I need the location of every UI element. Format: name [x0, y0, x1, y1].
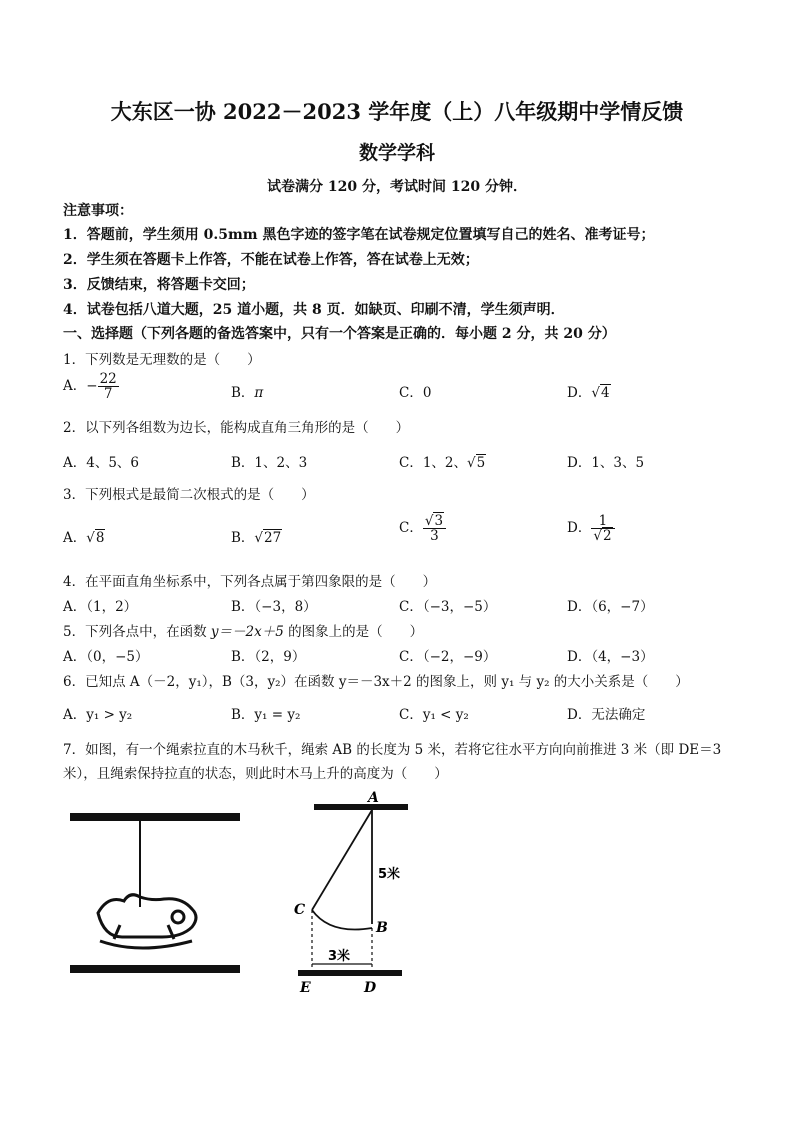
- q5-option-c: C．（−2，−9）: [399, 649, 497, 665]
- q1-option-d: D．√4: [567, 385, 610, 401]
- q3-option-c: C． $\frac{√3}{3}$: [399, 514, 446, 543]
- q1-option-b: B．π: [231, 385, 264, 401]
- rope-ac: [312, 810, 372, 910]
- q2-option-c: C．1、2、√5: [399, 455, 486, 471]
- label-e: E: [300, 980, 311, 996]
- notice-item: 4．试卷包括八道大题，25 道小题，共 8 页．如缺页、印刷不清，学生须声明．: [63, 302, 565, 318]
- label-d: D: [364, 980, 377, 996]
- notice-item: 3．反馈结束，将答题卡交回；: [63, 277, 255, 293]
- q3-option-a: A．√8: [63, 530, 105, 546]
- question-5-stem: 5．下列各点中，在函数 y＝－2x＋5 的图象上的是（ ）: [63, 624, 424, 640]
- q5-option-d: D．（4，−3）: [567, 649, 654, 665]
- question-7-line-2: 米），且绳索保持拉直的状态，则此时木马上升的高度为（ ）: [63, 766, 448, 782]
- ground-bar: [298, 970, 402, 976]
- label-c: C: [294, 902, 306, 918]
- subject-title: 数学学科: [358, 142, 435, 164]
- page-title: 大东区一协 2022－2023 学年度（上）八年级期中学情反馈: [110, 99, 684, 124]
- label-b: B: [376, 920, 388, 936]
- q2-option-d: D．1、3、5: [567, 455, 645, 471]
- q2-option-a: A．4、5、6: [63, 455, 140, 471]
- q1-option-a: A．− $\frac{22}{7}$: [63, 371, 117, 403]
- question-1-stem: 1．下列数是无理数的是（ ）: [63, 352, 261, 368]
- q6-option-a: A．y₁ > y₂: [63, 707, 133, 723]
- q6-option-b: B．y₁ = y₂: [231, 707, 301, 723]
- q6-option-c: C．y₁ < y₂: [399, 707, 469, 723]
- ground-beam: [70, 965, 240, 973]
- swing-photo-figure: [60, 795, 260, 995]
- q5-option-a: A．（0，−5）: [63, 649, 149, 665]
- question-7-line-1: 7．如图，有一个绳索拉直的木马秋千，绳索 AB 的长度为 5 米，若将它往水平方向向前推进 3 米（即 DE＝3: [63, 742, 722, 758]
- top-bar: [314, 804, 408, 810]
- q5-option-b: B．（2，9）: [231, 649, 306, 665]
- q3-option-d: D． $\frac{1}{√2}$: [567, 514, 615, 543]
- q4-option-c: C．（−3，−5）: [399, 599, 497, 615]
- q3-option-b: B．√27: [231, 530, 282, 546]
- push-length-label: 3米: [328, 949, 351, 964]
- exam-note: 试卷满分 120 分，考试时间 120 分钟．: [267, 179, 527, 195]
- question-3-stem: 3．下列根式是最简二次根式的是（ ）: [63, 487, 315, 503]
- q1-option-c: C．0: [399, 385, 432, 401]
- rocking-horse-icon: [98, 895, 196, 948]
- question-6-stem: 6．已知点 A（－2，y₁），B（3，y₂）在函数 y＝－3x＋2 的图象上，则 y₁ 与 y₂ 的大小关系是（ ）: [63, 674, 689, 690]
- q6-option-d: D．无法确定: [567, 707, 646, 723]
- rope-length-label: 5米: [378, 867, 401, 882]
- q2-option-b: B．1、2、3: [231, 455, 308, 471]
- arc-cb: [312, 910, 372, 930]
- top-beam: [70, 813, 240, 821]
- swing-geometry-diagram: [290, 790, 420, 1000]
- label-a: A: [368, 790, 379, 806]
- question-4-stem: 4．在平面直角坐标系中，下列各点属于第四象限的是（ ）: [63, 574, 437, 590]
- question-2-stem: 2．以下列各组数为边长，能构成直角三角形的是（ ）: [63, 420, 410, 436]
- q4-option-a: A．（1，2）: [63, 599, 138, 615]
- notice-item: 2．学生须在答题卡上作答，不能在试卷上作答，答在试卷上无效；: [63, 252, 479, 268]
- section-heading: 一、选择题（下列各题的备选答案中，只有一个答案是正确的．每小题 2 分，共 20 分）: [63, 326, 616, 342]
- q4-option-d: D．（6，−7）: [567, 599, 654, 615]
- notice-item: 1．答题前，学生须用 0.5mm 黑色字迹的签字笔在试卷规定位置填写自己的姓名、准考证号；: [63, 227, 655, 243]
- q4-option-b: B．（−3，8）: [231, 599, 317, 615]
- notice-heading: 注意事项：: [63, 203, 133, 219]
